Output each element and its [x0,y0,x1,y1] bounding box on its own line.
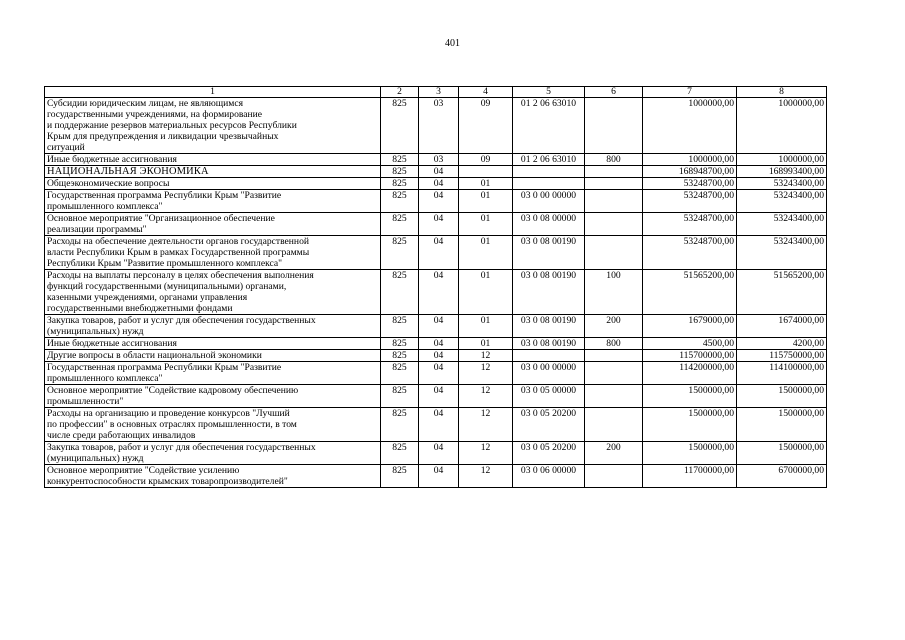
ministry-code-cell: 825 [381,350,419,362]
amount-year2-cell: 1500000,00 [737,442,827,465]
section-code-cell: 04 [419,213,459,236]
row-name-cell: Основное мероприятие "Организационное обеспечение реализации программы" [45,213,381,236]
amount-year2-cell: 53243400,00 [737,178,827,190]
amount-year2-cell: 1000000,00 [737,154,827,166]
table-row [45,338,827,350]
ministry-code-cell: 825 [381,178,419,190]
target-article-cell: 03 0 05 00000 [513,385,585,408]
expense-type-cell: 800 [585,154,643,166]
amount-year1-cell: 168948700,00 [643,166,737,178]
row-name-cell: Другие вопросы в области национальной экономики [45,350,381,362]
header-cell: 7 [643,87,737,98]
table-row [45,408,827,442]
target-article-cell: 03 0 00 00000 [513,362,585,385]
header-cell: 6 [585,87,643,98]
subsection-code-cell: 12 [459,350,513,362]
ministry-code-cell: 825 [381,236,419,270]
table-row [45,350,827,362]
table-row [45,98,827,154]
expense-type-cell [585,178,643,190]
ministry-code-cell: 825 [381,315,419,338]
row-name-cell: Общеэкономические вопросы [45,178,381,190]
amount-year1-cell: 1500000,00 [643,442,737,465]
target-article-cell: 03 0 08 00190 [513,236,585,270]
budget-table [44,86,827,488]
expense-type-cell: 200 [585,442,643,465]
amount-year2-cell: 53243400,00 [737,213,827,236]
table-row [45,270,827,315]
expense-type-cell [585,408,643,442]
page-number: 401 [445,38,460,49]
section-code-cell: 04 [419,442,459,465]
amount-year1-cell: 53248700,00 [643,236,737,270]
ministry-code-cell: 825 [381,98,419,154]
amount-year2-cell: 1500000,00 [737,408,827,442]
section-code-cell: 04 [419,338,459,350]
subsection-code-cell: 01 [459,270,513,315]
target-article-cell: 03 0 08 00190 [513,315,585,338]
section-code-cell: 04 [419,362,459,385]
ministry-code-cell: 825 [381,442,419,465]
amount-year2-cell: 115750000,00 [737,350,827,362]
amount-year2-cell: 53243400,00 [737,190,827,213]
expense-type-cell: 200 [585,315,643,338]
amount-year2-cell: 51565200,00 [737,270,827,315]
target-article-cell: 03 0 06 00000 [513,465,585,488]
row-name-cell: Основное мероприятие "Содействие усилению конкурентоспособности крымских товаропроизводителей" [45,465,381,488]
amount-year1-cell: 1500000,00 [643,408,737,442]
amount-year1-cell: 51565200,00 [643,270,737,315]
target-article-cell: 01 2 06 63010 [513,154,585,166]
expense-type-cell [585,465,643,488]
row-name-cell: Государственная программа Республики Крым "Развитие промышленного комплекса" [45,362,381,385]
target-article-cell: 01 2 06 63010 [513,98,585,154]
header-row [45,87,827,98]
target-article-cell: 03 0 08 00190 [513,338,585,350]
amount-year1-cell: 1000000,00 [643,154,737,166]
ministry-code-cell: 825 [381,190,419,213]
amount-year1-cell: 115700000,00 [643,350,737,362]
amount-year2-cell: 6700000,00 [737,465,827,488]
table-row [45,385,827,408]
section-code-cell: 04 [419,315,459,338]
section-code-cell: 04 [419,178,459,190]
amount-year2-cell: 1000000,00 [737,98,827,154]
table-body [45,98,827,488]
expense-type-cell [585,166,643,178]
amount-year1-cell: 1679000,00 [643,315,737,338]
target-article-cell: 03 0 05 20200 [513,442,585,465]
expense-type-cell [585,350,643,362]
table-row [45,362,827,385]
ministry-code-cell: 825 [381,270,419,315]
target-article-cell [513,166,585,178]
amount-year1-cell: 53248700,00 [643,213,737,236]
amount-year1-cell: 4500,00 [643,338,737,350]
expense-type-cell [585,98,643,154]
table-row [45,190,827,213]
row-name-cell: Иные бюджетные ассигнования [45,338,381,350]
table-row [45,178,827,190]
subsection-code-cell: 12 [459,362,513,385]
amount-year1-cell: 11700000,00 [643,465,737,488]
target-article-cell: 03 0 08 00000 [513,213,585,236]
header-cell: 5 [513,87,585,98]
section-code-cell: 04 [419,270,459,315]
expense-type-cell [585,385,643,408]
section-code-cell: 04 [419,408,459,442]
table-row [45,236,827,270]
ministry-code-cell: 825 [381,213,419,236]
amount-year1-cell: 1000000,00 [643,98,737,154]
ministry-code-cell: 825 [381,338,419,350]
section-code-cell: 04 [419,350,459,362]
section-code-cell: 04 [419,465,459,488]
expense-type-cell [585,362,643,385]
ministry-code-cell: 825 [381,465,419,488]
amount-year2-cell: 168993400,00 [737,166,827,178]
row-name-cell: Расходы на обеспечение деятельности органов государственной власти Республики Крым в рамках Государственной программы Республики Крым "Развитие промышленного комплекса" [45,236,381,270]
amount-year2-cell: 114100000,00 [737,362,827,385]
header-cell: 1 [45,87,381,98]
section-code-cell: 04 [419,385,459,408]
ministry-code-cell: 825 [381,408,419,442]
header-cell: 8 [737,87,827,98]
table-row [45,166,827,178]
amount-year2-cell: 4200,00 [737,338,827,350]
subsection-code-cell: 12 [459,408,513,442]
subsection-code-cell: 01 [459,236,513,270]
amount-year1-cell: 114200000,00 [643,362,737,385]
amount-year1-cell: 53248700,00 [643,178,737,190]
amount-year2-cell: 1500000,00 [737,385,827,408]
header-cell: 3 [419,87,459,98]
ministry-code-cell: 825 [381,362,419,385]
amount-year2-cell: 1674000,00 [737,315,827,338]
row-name-cell: Иные бюджетные ассигнования [45,154,381,166]
subsection-code-cell: 01 [459,178,513,190]
subsection-code-cell: 09 [459,154,513,166]
subsection-code-cell [459,166,513,178]
row-name-cell: НАЦИОНАЛЬНАЯ ЭКОНОМИКА [45,166,381,178]
subsection-code-cell: 12 [459,442,513,465]
row-name-cell: Расходы на выплаты персоналу в целях обеспечения выполнения функций государственными (муниципальными) органами, казенными учреждениями, органами управления государственными внебюджетными фондами [45,270,381,315]
target-article-cell [513,350,585,362]
row-name-cell: Закупка товаров, работ и услуг для обеспечения государственных (муниципальных) нужд [45,442,381,465]
subsection-code-cell: 01 [459,338,513,350]
section-code-cell: 04 [419,166,459,178]
amount-year1-cell: 1500000,00 [643,385,737,408]
expense-type-cell [585,190,643,213]
table-row [45,465,827,488]
section-code-cell: 04 [419,236,459,270]
amount-year1-cell: 53248700,00 [643,190,737,213]
subsection-code-cell: 01 [459,315,513,338]
expense-type-cell [585,213,643,236]
section-code-cell: 04 [419,190,459,213]
row-name-cell: Государственная программа Республики Крым "Развитие промышленного комплекса" [45,190,381,213]
row-name-cell: Закупка товаров, работ и услуг для обеспечения государственных (муниципальных) нужд [45,315,381,338]
table-row [45,154,827,166]
row-name-cell: Расходы на организацию и проведение конкурсов "Лучший по профессии" в основных отраслях промышленности, в том числе среди работающих инвалидов [45,408,381,442]
expense-type-cell: 800 [585,338,643,350]
table-row [45,315,827,338]
header-cell: 4 [459,87,513,98]
subsection-code-cell: 01 [459,190,513,213]
subsection-code-cell: 09 [459,98,513,154]
header-cell: 2 [381,87,419,98]
subsection-code-cell: 12 [459,385,513,408]
table-row [45,442,827,465]
target-article-cell: 03 0 00 00000 [513,190,585,213]
section-code-cell: 03 [419,154,459,166]
target-article-cell [513,178,585,190]
ministry-code-cell: 825 [381,385,419,408]
section-code-cell: 03 [419,98,459,154]
ministry-code-cell: 825 [381,166,419,178]
target-article-cell: 03 0 08 00190 [513,270,585,315]
expense-type-cell: 100 [585,270,643,315]
row-name-cell: Основное мероприятие "Содействие кадровому обеспечению промышленности" [45,385,381,408]
table-row [45,213,827,236]
subsection-code-cell: 12 [459,465,513,488]
row-name-cell: Субсидии юридическим лицам, не являющимся государственными учреждениями, на формирование и поддержание резервов материальных ресурсов Республики Крым для предупреждения и ликвидации чрезвычайных ситуаций [45,98,381,154]
subsection-code-cell: 01 [459,213,513,236]
ministry-code-cell: 825 [381,154,419,166]
amount-year2-cell: 53243400,00 [737,236,827,270]
expense-type-cell [585,236,643,270]
target-article-cell: 03 0 05 20200 [513,408,585,442]
